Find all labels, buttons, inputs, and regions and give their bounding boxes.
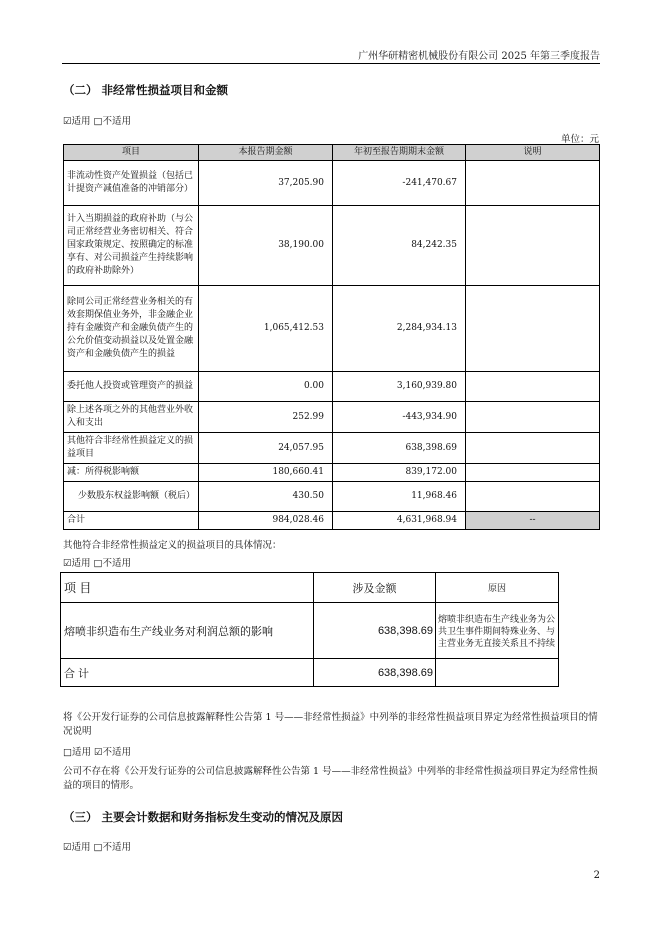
other-table-header (61, 573, 559, 603)
row-item: 其他符合非经常性损益定义的损益项目 (64, 433, 199, 464)
row-item: 减：所得税影响额 (64, 464, 199, 482)
row-current: 180,660.41 (199, 464, 333, 482)
non-recurring-items-table (63, 144, 600, 530)
row-current: 24,057.95 (199, 433, 333, 464)
other-row-reason: 熔喷非织造布生产线业务为公共卫生事件期间特殊业务、与主营业务无直接关系且不持续 (436, 603, 559, 659)
table-total-row (64, 512, 600, 530)
table-row (64, 372, 600, 402)
table-header-row (64, 145, 600, 161)
row-item: 除同公司正常经营业务相关的有效套期保值业务外，非金融企业持有金融资产和金融负债产生的公允价值变动损益以及处置金融资产和金融负债产生的损益 (64, 286, 199, 372)
row-current: 38,190.00 (199, 206, 333, 286)
table-row (64, 433, 600, 464)
row-ytd: -241,470.67 (333, 161, 466, 206)
row-item: 委托他人投资或管理资产的损益 (64, 372, 199, 402)
row-current: 430.50 (199, 482, 333, 512)
table-row (64, 286, 600, 372)
other-items-table (60, 572, 559, 687)
col-header-ytd: 年初至报告期期末金额 (333, 145, 466, 161)
row-note (466, 464, 600, 482)
col-header-current: 本报告期金额 (199, 145, 333, 161)
row-ytd: 84,242.35 (333, 206, 466, 286)
row-ytd: 638,398.69 (333, 433, 466, 464)
col-header-item: 项目 (64, 145, 199, 161)
row-ytd: 11,968.46 (333, 482, 466, 512)
reclass-applicability: □适用 ☑不适用 (63, 747, 132, 758)
section3-applicability: ☑适用 □不适用 (63, 842, 132, 853)
row-ytd: -443,934.90 (333, 402, 466, 433)
table-row (61, 603, 559, 659)
row-current: 1,065,412.53 (199, 286, 333, 372)
other-row-amount: 638,398.69 (314, 603, 436, 659)
row-note (466, 433, 600, 464)
row-ytd: 4,631,968.94 (333, 512, 466, 530)
section2-title: （二） 非经常性损益项目和金额 (63, 83, 229, 97)
other-col-amount: 涉及金额 (314, 573, 436, 603)
other-items-applicability: ☑适用 □不适用 (63, 558, 132, 569)
row-ytd: 839,172.00 (333, 464, 466, 482)
row-current: 0.00 (199, 372, 333, 402)
row-item: 计入当期损益的政府补助（与公司正常经营业务密切相关、符合国家政策规定、按照确定的标准享有、对公司损益产生持续影响的政府补助除外） (64, 206, 199, 286)
other-total-item: 合 计 (61, 659, 314, 687)
row-note (466, 372, 600, 402)
row-current: 37,205.90 (199, 161, 333, 206)
col-header-note: 说明 (466, 145, 600, 161)
row-note (466, 482, 600, 512)
table-row (64, 402, 600, 433)
row-note: -- (466, 512, 600, 530)
section3-title: （三） 主要会计数据和财务指标发生变动的情况及原因 (63, 810, 344, 824)
row-item: 少数股东权益影响额（税后） (64, 482, 199, 512)
row-item: 非流动性资产处置损益（包括已计提资产减值准备的冲销部分） (64, 161, 199, 206)
report-header: 广州华研精密机械股份有限公司 2025 年第三季度报告 (358, 51, 600, 62)
header-divider (62, 63, 600, 64)
other-total-amount: 638,398.69 (314, 659, 436, 687)
row-ytd: 3,160,939.80 (333, 372, 466, 402)
table-row (64, 482, 600, 512)
row-note (466, 206, 600, 286)
other-items-caption: 其他符合非经常性损益定义的损益项目的具体情况： (63, 540, 282, 551)
other-total-reason (436, 659, 559, 687)
other-row-item: 熔喷非织造布生产线业务对利润总额的影响 (61, 603, 314, 659)
reclass-statement: 公司不存在将《公开发行证券的公司信息披露解释性公告第 1 号——非经常性损益》中列举的非经常性损益项目界定为经常性损益的项目的情形。 (63, 766, 598, 791)
row-item: 除上述各项之外的其他营业外收入和支出 (64, 402, 199, 433)
row-current: 252.99 (199, 402, 333, 433)
section2-applicability: ☑适用 □不适用 (63, 116, 132, 127)
row-note (466, 161, 600, 206)
table-row (64, 206, 600, 286)
unit-label: 单位：元 (560, 134, 599, 145)
row-item: 合计 (64, 512, 199, 530)
row-note (466, 286, 600, 372)
other-col-reason: 原因 (436, 573, 559, 603)
row-current: 984,028.46 (199, 512, 333, 530)
page-number: 2 (593, 870, 600, 881)
table-row (64, 464, 600, 482)
row-ytd: 2,284,934.13 (333, 286, 466, 372)
table-row (64, 161, 600, 206)
row-note (466, 402, 600, 433)
other-col-item: 项 目 (61, 573, 314, 603)
table-total-row (61, 659, 559, 687)
reclass-explanation-title: 将《公开发行证券的公司信息披露解释性公告第 1 号——非经常性损益》中列举的非经常性损益项目界定为经常性损益项目的情况说明 (63, 712, 598, 737)
